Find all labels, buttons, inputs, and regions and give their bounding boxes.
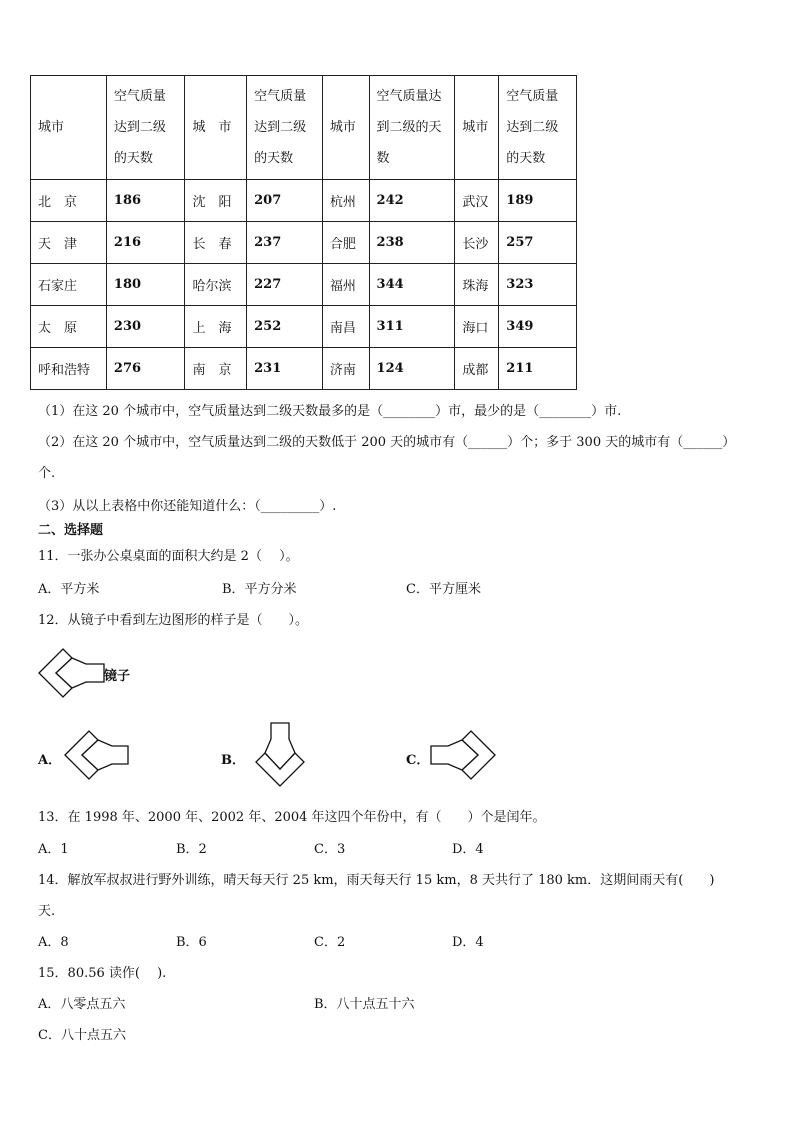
days-cell: 207 (247, 180, 323, 222)
table-header-cell: 城市 (455, 76, 499, 180)
days-cell: 216 (106, 222, 185, 264)
days-cell: 242 (369, 180, 455, 222)
days-cell: 189 (499, 180, 577, 222)
city-cell: 合肥 (322, 222, 369, 264)
table-header-cell: 空气质量达到二级的天数 (106, 76, 185, 180)
days-cell: 186 (106, 180, 185, 222)
question-13: 13．在 1998 年、2000 年、2002 年、2004 年这四个年份中，有（ ）个是闰年。 (38, 810, 546, 825)
city-cell: 北 京 (31, 180, 107, 222)
days-cell: 276 (106, 348, 185, 390)
city-cell: 沈 阳 (185, 180, 247, 222)
question-11: 11．一张办公桌桌面的面积大约是 2（ ）。 (38, 549, 299, 564)
city-cell: 海口 (455, 306, 499, 348)
table-row (31, 180, 577, 222)
q15-option-a[interactable]: A．八零点五六 (38, 997, 126, 1012)
city-cell: 长沙 (455, 222, 499, 264)
q12-option-a-label[interactable]: A． (38, 753, 62, 768)
days-cell: 252 (247, 306, 323, 348)
city-cell: 福州 (322, 264, 369, 306)
days-cell: 124 (369, 348, 455, 390)
air-quality-table (30, 75, 577, 390)
table-row (31, 222, 577, 264)
question-3: （3）从以上表格中你还能知道什么：（_________）. (38, 499, 337, 514)
city-cell: 珠海 (455, 264, 499, 306)
table-row (31, 264, 577, 306)
mirror-label: 镜子 (104, 669, 131, 684)
days-cell: 311 (369, 306, 455, 348)
days-cell: 180 (106, 264, 185, 306)
city-cell: 哈尔滨 (185, 264, 247, 306)
days-cell: 349 (499, 306, 577, 348)
question-2-line1: （2）在这 20 个城市中，空气质量达到二级的天数低于 200 天的城市有（______）个；多于 300 天的城市有（______） (38, 435, 736, 450)
city-cell: 上 海 (185, 306, 247, 348)
section-heading: 二、选择题 (38, 523, 104, 538)
question-14-line1: 14．解放军叔叔进行野外训练，晴天每天行 25 km，雨天每天行 15 km，8 天共行了 180 km．这期间雨天有( ) (38, 873, 715, 888)
table-header-cell: 空气质量达到二级的天数 (499, 76, 577, 180)
days-cell: 231 (247, 348, 323, 390)
city-cell: 南 京 (185, 348, 247, 390)
city-cell: 成都 (455, 348, 499, 390)
q14-option-b[interactable]: B．6 (176, 935, 207, 950)
q13-option-b[interactable]: B．2 (176, 842, 207, 857)
q14-option-c[interactable]: C．2 (314, 935, 346, 950)
q15-option-b[interactable]: B．八十点五十六 (314, 997, 415, 1012)
city-cell: 济南 (322, 348, 369, 390)
days-cell: 211 (499, 348, 577, 390)
q13-option-c[interactable]: C．3 (314, 842, 346, 857)
q11-option-c[interactable]: C．平方厘米 (406, 582, 481, 597)
days-cell: 323 (499, 264, 577, 306)
days-cell: 257 (499, 222, 577, 264)
question-2-line2: 个. (38, 466, 56, 481)
city-cell: 杭州 (322, 180, 369, 222)
days-cell: 344 (369, 264, 455, 306)
question-14-line2: 天. (38, 904, 56, 919)
city-cell: 长 春 (185, 222, 247, 264)
days-cell: 237 (247, 222, 323, 264)
city-cell: 武汉 (455, 180, 499, 222)
q13-option-d[interactable]: D．4 (452, 842, 484, 857)
question-15: 15．80.56 读作( ). (38, 966, 167, 981)
q11-option-b[interactable]: B．平方分米 (222, 582, 297, 597)
table-header-cell: 城 市 (185, 76, 247, 180)
city-cell: 南昌 (322, 306, 369, 348)
q12-option-a-figure[interactable] (62, 722, 130, 788)
q11-option-a[interactable]: A．平方米 (38, 582, 100, 597)
table-header-row (31, 76, 577, 180)
q14-option-d[interactable]: D．4 (452, 935, 484, 950)
question-12: 12．从镜子中看到左边图形的样子是（ ）。 (38, 613, 309, 628)
city-cell: 太 原 (31, 306, 107, 348)
q12-option-b-figure[interactable] (244, 720, 316, 790)
q14-option-a[interactable]: A．8 (38, 935, 69, 950)
table-header-cell: 空气质量达到二级的天数 (247, 76, 323, 180)
q12-option-c-label[interactable]: C． (406, 753, 430, 768)
q15-option-c[interactable]: C．八十点五六 (38, 1028, 126, 1043)
days-cell: 230 (106, 306, 185, 348)
city-cell: 呼和浩特 (31, 348, 107, 390)
table-header-cell: 城市 (322, 76, 369, 180)
city-cell: 天 津 (31, 222, 107, 264)
q12-option-c-figure[interactable] (428, 722, 498, 788)
q12-option-b-label[interactable]: B． (221, 753, 245, 768)
table-header-cell: 城市 (31, 76, 107, 180)
question-1: （1）在这 20 个城市中，空气质量达到二级天数最多的是（________）市，最少的是（________）市. (38, 404, 622, 419)
original-arrow-figure (36, 640, 106, 706)
days-cell: 238 (369, 222, 455, 264)
q13-option-a[interactable]: A．1 (38, 842, 69, 857)
table-header-cell: 空气质量达到二级的天数 (369, 76, 455, 180)
days-cell: 227 (247, 264, 323, 306)
table-row (31, 348, 577, 390)
table-row (31, 306, 577, 348)
city-cell: 石家庄 (31, 264, 107, 306)
